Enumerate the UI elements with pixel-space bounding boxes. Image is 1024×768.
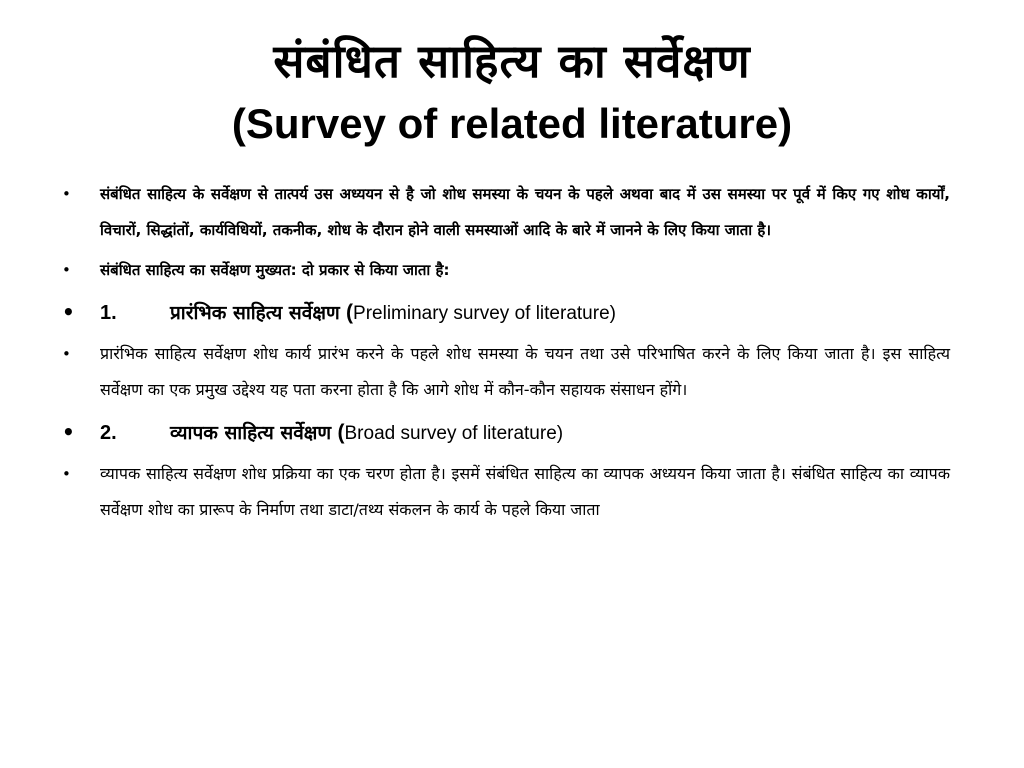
broad-paren: ( bbox=[337, 421, 345, 444]
preliminary-number: 1. bbox=[100, 302, 117, 324]
bullet-icon: • bbox=[62, 465, 71, 483]
bullet-icon: • bbox=[62, 185, 71, 203]
bullet-broad-description bbox=[60, 456, 950, 528]
broad-number: 2. bbox=[100, 422, 117, 444]
bullet-list bbox=[60, 176, 950, 528]
bullet-icon: • bbox=[62, 300, 75, 324]
title-english: (Survey of related literature) bbox=[231, 100, 793, 147]
title-hindi: संबंधित साहित्य का सर्वेक्षण bbox=[273, 34, 751, 88]
bullet-types-intro bbox=[60, 252, 950, 288]
preliminary-title-hindi: प्रारंभिक साहित्य सर्वेक्षण bbox=[170, 302, 340, 324]
preliminary-title-english: Preliminary survey of literature) bbox=[353, 303, 616, 324]
types-intro-text: संबंधित साहित्य का सर्वेक्षण मुख्यत: दो प्रकार से किया जाता है: bbox=[100, 261, 450, 279]
broad-description-text: व्यापक साहित्य सर्वेक्षण शोध प्रक्रिया का एक चरण होता है। इसमें संबंधित साहित्य का व्यापक अध्ययन किया जाता है। संबंधित साहित्य का व्यापक सर्वेक्षण शोध का प्रारूप के निर्माण तथा डाटा/तथ्य संकलन के कार्य के पहले किया जाता bbox=[100, 464, 950, 519]
bullet-icon: • bbox=[62, 345, 71, 363]
broad-title-hindi: व्यापक साहित्य सर्वेक्षण bbox=[170, 422, 332, 444]
slide-title bbox=[0, 26, 1024, 152]
definition-text: संबंधित साहित्य के सर्वेक्षण से तात्पर्य उस अध्ययन से है जो शोध समस्या के चयन के पहले अथवा बाद में उस समस्या पर पूर्व में किए गए शोध कार्यों, विचारों, सिद्धांतों, कार्यविधियों, तकनीक, शोध के दौरान होने वाली समस्याओं आदि के बारे में जानने के लिए किया जाता है। bbox=[100, 185, 950, 239]
bullet-broad-heading bbox=[60, 412, 950, 454]
bullet-preliminary-heading bbox=[60, 292, 950, 334]
bullet-definition bbox=[60, 176, 950, 248]
bullet-preliminary-description bbox=[60, 336, 950, 408]
preliminary-description-text: प्रारंभिक साहित्य सर्वेक्षण शोध कार्य प्रारंभ करने के पहले शोध समस्या के चयन तथा उसे परिभाषित करने के लिए किया जाता है। इस साहित्य सर्वेक्षण का एक प्रमुख उद्देश्य यह पता करना होता है कि आगे शोध में कौन-कौन सहायक संसाधन होंगे। bbox=[100, 344, 950, 399]
bullet-icon: • bbox=[62, 261, 71, 279]
broad-title-english: Broad survey of literature) bbox=[344, 423, 564, 444]
bullet-icon: • bbox=[62, 420, 75, 444]
preliminary-paren: ( bbox=[346, 301, 354, 324]
